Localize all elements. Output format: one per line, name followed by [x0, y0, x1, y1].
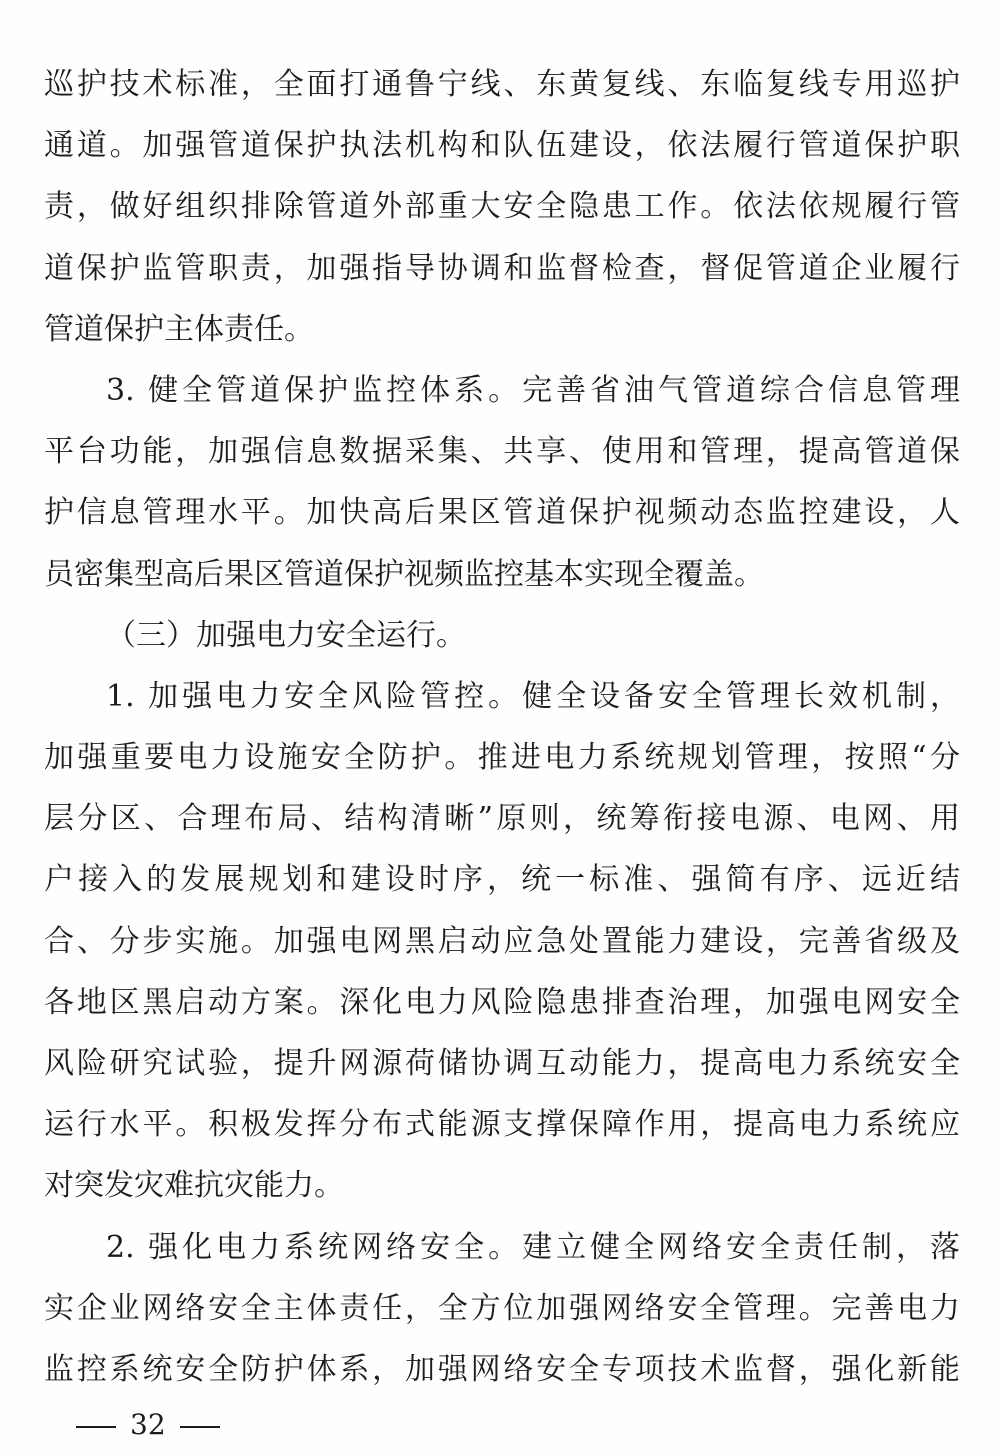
text-line: 巡护技术标准，全面打通鲁宁线、东黄复线、东临复线专用巡护: [44, 67, 960, 102]
text-line: 各地区黑启动方案。深化电力风险隐患排查治理，加强电网安全: [44, 984, 960, 1020]
text-line: 合、分步实施。加强电网黑启动应急处置能力建设，完善省级及: [44, 923, 960, 959]
text-line: 通道。加强管道保护执法机构和队伍建设，依法履行管道保护职: [44, 128, 960, 164]
text-line: 加强重要电力设施安全防护。推进电力系统规划管理，按照“分: [44, 740, 960, 776]
text-line: 责，做好组织排除管道外部重大安全隐患工作。依法依规履行管: [44, 189, 960, 225]
text-line: 层分区、合理布局、结构清晰”原则，统筹衔接电源、电网、用: [44, 801, 960, 837]
text-line: 监控系统安全防护体系，加强网络安全专项技术监督，强化新能: [44, 1351, 960, 1387]
text-line: 户接入的发展规划和建设时序，统一标准、强简有序、远近结: [44, 862, 960, 898]
item-heading-line: 1. 加强电力安全风险管控。健全设备安全管理长效机制，: [106, 678, 960, 714]
footer-dash-right: [180, 1426, 220, 1428]
text-line: 风险研究试验，提升网源荷储协调互动能力，提高电力系统安全: [44, 1046, 960, 1081]
section-heading: （三）加强电力安全运行。: [106, 617, 466, 653]
footer-dash-left: [76, 1426, 116, 1428]
page-footer: [62, 1408, 234, 1441]
text-line: 运行水平。积极发挥分布式能源支撑保障作用，提高电力系统应: [44, 1107, 960, 1143]
item-heading-line: 2. 强化电力系统网络安全。建立健全网络安全责任制，落: [106, 1229, 960, 1265]
text-line: 道保护监管职责，加强指导协调和监督检查，督促管道企业履行: [44, 250, 960, 286]
text-line: 管道保护主体责任。: [44, 311, 314, 347]
text-line: 平台功能，加强信息数据采集、共享、使用和管理，提高管道保: [44, 434, 960, 470]
text-line: 员密集型高后果区管道保护视频监控基本实现全覆盖。: [44, 556, 764, 592]
text-line: 对突发灾难抗灾能力。: [44, 1168, 344, 1204]
item-heading-line: 3. 健全管道保护监控体系。完善省油气管道综合信息管理: [106, 372, 960, 408]
document-body: [44, 54, 960, 1400]
page-number: 32: [130, 1408, 166, 1441]
text-line: 护信息管理水平。加快高后果区管道保护视频动态监控建设，人: [44, 495, 960, 531]
text-line: 实企业网络安全主体责任，全方位加强网络安全管理。完善电力: [44, 1290, 960, 1326]
